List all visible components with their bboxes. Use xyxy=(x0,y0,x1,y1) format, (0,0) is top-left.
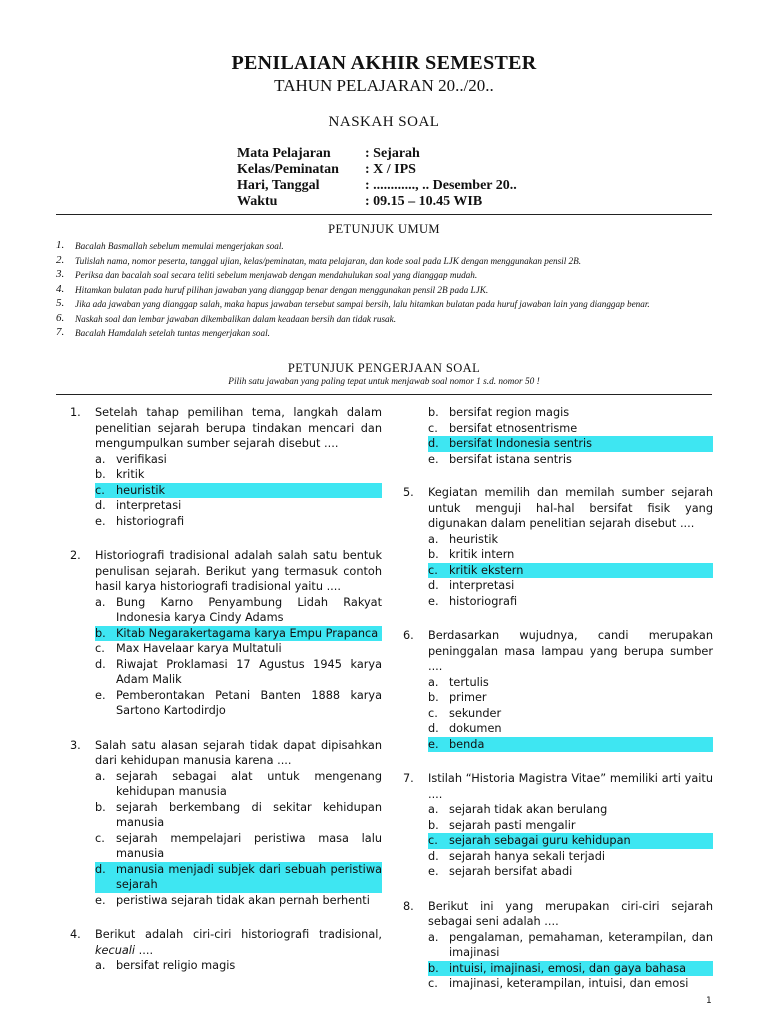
option-text: interpretasi xyxy=(116,499,182,512)
option-c-answer[interactable] xyxy=(428,563,713,579)
instruction-text: Hitamkan bulatan pada huruf pilihan jawaban yang dianggap benar dengan menggunakan pensil 2B pada LJK. xyxy=(75,284,489,295)
option-c[interactable] xyxy=(428,421,713,437)
option-d[interactable] xyxy=(428,578,713,594)
option-letter: b. xyxy=(428,548,439,561)
question-text-emphasis: kecuali xyxy=(95,943,136,957)
page-number: 1 xyxy=(706,996,712,1006)
instruction-number: 7. xyxy=(56,326,65,338)
exam-info xyxy=(237,146,517,210)
option-text: manusia menjadi subjek dari sebuah peristiwa sejarah xyxy=(116,862,382,891)
option-text: intuisi, imajinasi, emosi, dan gaya bahasa xyxy=(449,961,687,975)
instruction-number: 2. xyxy=(56,253,65,266)
option-b[interactable] xyxy=(95,467,382,483)
option-letter: a. xyxy=(95,959,106,972)
question-number: 1. xyxy=(70,406,81,419)
option-text: benda xyxy=(449,737,485,751)
question-number: 7. xyxy=(403,772,414,785)
option-letter: c. xyxy=(428,706,438,720)
option-e[interactable] xyxy=(428,452,713,468)
option-letter: c. xyxy=(428,421,438,435)
question-1 xyxy=(70,405,382,529)
option-text: Max Havelaar karya Multatuli xyxy=(116,642,282,655)
option-text: interpretasi xyxy=(449,579,515,592)
instruction-item xyxy=(56,284,706,299)
option-text: verifikasi xyxy=(116,452,167,466)
option-text: kritik intern xyxy=(449,548,515,561)
option-text: bersifat etnosentrisme xyxy=(449,421,578,435)
option-d-answer[interactable] xyxy=(428,436,713,452)
meta-value: : ............, .. Desember 20.. xyxy=(365,178,517,193)
option-letter: b. xyxy=(428,818,439,832)
option-letter: d. xyxy=(428,722,439,735)
option-letter: e. xyxy=(95,688,106,702)
question-number: 6. xyxy=(403,629,414,642)
instruction-number: 1. xyxy=(56,239,65,251)
meta-value: : 09.15 – 10.45 WIB xyxy=(365,194,483,209)
option-text: imajinasi, keterampilan, intuisi, dan emosi xyxy=(449,977,689,990)
question-text xyxy=(95,927,382,958)
option-letter: a. xyxy=(428,675,439,689)
option-text: sejarah berkembang di sekitar kehidupan manusia xyxy=(116,800,382,829)
divider xyxy=(56,214,712,215)
option-text: kritik ekstern xyxy=(449,563,524,577)
instruction-item xyxy=(56,313,706,328)
question-8 xyxy=(403,899,713,992)
option-b[interactable] xyxy=(428,405,713,421)
option-text: kritik xyxy=(116,468,145,481)
option-text: sejarah sebagai guru kehidupan xyxy=(449,834,631,847)
page-title: PENILAIAN AKHIR SEMESTER xyxy=(231,52,537,74)
option-text: Kitab Negarakertagama karya Empu Prapanca xyxy=(116,626,379,640)
instruction-text: Jika ada jawaban yang dianggap salah, maka hapus jawaban tersebut sampai bersih, lalu hitamkan bulatan pada huruf jawaban lain yang dianggap benar. xyxy=(75,299,650,309)
instruction-text: Bacalah Hamdalah setelah tuntas mengerjakan soal. xyxy=(75,328,270,338)
option-letter: d. xyxy=(95,499,106,512)
option-letter: e. xyxy=(95,893,106,907)
option-letter: a. xyxy=(95,595,106,609)
option-c-answer[interactable] xyxy=(428,833,713,849)
instruction-text: Periksa dan bacalah soal secara teliti sebelum menjawab dengan mendahulukan soal yang dianggap mudah. xyxy=(75,270,478,280)
option-letter: c. xyxy=(428,563,438,577)
option-letter: b. xyxy=(428,406,439,419)
option-text: sejarah sebagai alat untuk mengenang kehidupan manusia xyxy=(116,769,382,798)
option-c[interactable] xyxy=(428,706,713,722)
option-e[interactable] xyxy=(95,688,382,719)
option-a[interactable] xyxy=(428,930,713,961)
option-letter: e. xyxy=(428,452,439,466)
option-letter: d. xyxy=(428,849,439,863)
option-b[interactable] xyxy=(428,818,713,834)
work-instructions-title: PETUNJUK PENGERJAAN SOAL xyxy=(287,361,481,375)
option-a[interactable] xyxy=(428,532,713,548)
option-e[interactable] xyxy=(95,514,382,530)
option-text: Pemberontakan Petani Banten 1888 karya Sartono Kartodirdjo xyxy=(116,688,382,717)
option-text: bersifat Indonesia sentris xyxy=(449,437,593,450)
option-letter: e. xyxy=(428,865,439,878)
instruction-text: Tulislah nama, nomor peserta, tanggal ujian, kelas/peminatan, mata pelajaran, dan kode soal pada LJK dengan menggunakan pensil 2B. xyxy=(75,255,582,266)
question-text: Berdasarkan wujudnya, candi merupakan peninggalan masa lampau yang berupa sumber .... xyxy=(428,629,713,673)
option-text: bersifat region magis xyxy=(449,406,570,419)
option-a[interactable] xyxy=(95,595,382,626)
option-d[interactable] xyxy=(95,498,382,514)
option-text: Bung Karno Penyambung Lidah Rakyat Indonesia karya Cindy Adams xyxy=(116,595,382,624)
question-5 xyxy=(403,485,713,609)
general-instructions-list xyxy=(56,240,706,342)
academic-year: TAHUN PELAJARAN 20../20.. xyxy=(274,76,494,95)
instruction-item xyxy=(56,269,706,284)
option-c[interactable] xyxy=(428,976,713,992)
option-b-answer[interactable] xyxy=(95,626,382,642)
option-d-answer[interactable] xyxy=(95,862,382,893)
option-e[interactable] xyxy=(428,864,713,880)
question-text: Berikut ini yang merupakan ciri-ciri sejarah sebagai seni adalah .... xyxy=(428,899,713,928)
instruction-number: 5. xyxy=(56,297,65,309)
question-number: 4. xyxy=(70,928,81,941)
option-text: historiografi xyxy=(449,594,518,608)
option-b[interactable] xyxy=(428,690,713,706)
general-instructions-title: PETUNJUK UMUM xyxy=(328,222,440,236)
question-3 xyxy=(70,738,382,909)
meta-row-time xyxy=(237,194,517,210)
option-letter: b. xyxy=(95,800,106,814)
option-a[interactable] xyxy=(95,958,382,974)
instruction-number: 6. xyxy=(56,311,65,324)
option-text: sejarah hanya sekali terjadi xyxy=(449,849,606,863)
option-a[interactable] xyxy=(428,802,713,818)
option-d[interactable] xyxy=(428,849,713,865)
question-number: 5. xyxy=(403,486,414,499)
option-a[interactable] xyxy=(428,675,713,691)
option-letter: a. xyxy=(428,803,439,816)
option-letter: b. xyxy=(95,626,106,640)
option-letter: d. xyxy=(428,579,439,592)
question-text: Istilah “Historia Magistra Vitae” memiliki arti yaitu .... xyxy=(428,772,713,801)
option-text: primer xyxy=(449,691,487,704)
option-letter: d. xyxy=(95,862,106,876)
option-e-answer[interactable] xyxy=(428,737,713,753)
option-d[interactable] xyxy=(428,721,713,737)
instruction-text: Bacalah Basmallah sebelum memulai mengerjakan soal. xyxy=(75,241,284,251)
option-letter: c. xyxy=(428,977,438,990)
option-letter: e. xyxy=(428,737,439,751)
question-text: Kegiatan memilih dan memilah sumber sejarah untuk menguji hal-hal bersifat fisik yang digunakan dalam penelitian sejarah disebut .... xyxy=(428,486,713,530)
meta-label: Hari, Tanggal xyxy=(237,178,320,193)
option-letter: e. xyxy=(428,594,439,608)
instruction-number: 4. xyxy=(56,282,65,295)
instruction-item xyxy=(56,255,706,270)
option-b[interactable] xyxy=(95,800,382,831)
meta-row-subject xyxy=(237,146,517,162)
option-letter: d. xyxy=(95,657,106,671)
option-letter: e. xyxy=(95,514,106,528)
question-column-right xyxy=(403,405,713,1011)
option-letter: b. xyxy=(95,468,106,481)
option-text: pengalaman, pemahaman, keterampilan, dan imajinasi xyxy=(449,930,713,959)
question-column-left xyxy=(70,405,382,993)
option-text: heuristik xyxy=(449,532,499,546)
meta-value: : X / IPS xyxy=(365,162,416,177)
option-b-answer[interactable] xyxy=(428,961,713,977)
option-letter: a. xyxy=(428,532,439,546)
question-number: 8. xyxy=(403,899,414,913)
meta-row-date xyxy=(237,178,517,194)
option-letter: c. xyxy=(95,831,105,845)
question-number: 3. xyxy=(70,738,81,752)
option-text: tertulis xyxy=(449,675,489,689)
question-text: Setelah tahap pemilihan tema, langkah dalam penelitian sejarah berupa tindakan mencari dan mengumpulkan sumber sejarah disebut .... xyxy=(95,406,382,450)
question-7 xyxy=(403,771,713,880)
question-text: Salah satu alasan sejarah tidak dapat dipisahkan dari kehidupan manusia karena .... xyxy=(95,738,382,767)
option-text: dokumen xyxy=(449,722,502,735)
document-type: NASKAH SOAL xyxy=(328,114,440,130)
option-letter: c. xyxy=(95,483,105,497)
option-a[interactable] xyxy=(95,769,382,800)
meta-value: : Sejarah xyxy=(365,146,420,161)
option-letter: b. xyxy=(428,961,439,975)
question-4-continued xyxy=(428,405,713,467)
question-text-tail: .... xyxy=(135,943,154,957)
option-text: bersifat istana sentris xyxy=(449,452,572,466)
option-c[interactable] xyxy=(95,831,382,862)
option-e[interactable] xyxy=(428,594,713,610)
question-number: 2. xyxy=(70,549,81,562)
option-letter: a. xyxy=(95,769,106,783)
option-text: sejarah pasti mengalir xyxy=(449,818,576,832)
option-text: sejarah tidak akan berulang xyxy=(449,803,608,816)
option-text: sejarah mempelajari peristiwa masa lalu manusia xyxy=(116,831,382,860)
instruction-item xyxy=(56,298,706,313)
meta-label: Mata Pelajaran xyxy=(237,146,331,161)
option-text: bersifat religio magis xyxy=(116,959,236,972)
option-letter: c. xyxy=(95,642,105,655)
question-6 xyxy=(403,628,713,752)
option-text: sejarah bersifat abadi xyxy=(449,865,573,878)
option-letter: a. xyxy=(428,930,439,944)
question-text: Historiografi tradisional adalah salah satu bentuk penulisan sejarah. Berikut yang termasuk contoh hasil karya historiografi tradisional yaitu .... xyxy=(95,549,382,593)
option-e[interactable] xyxy=(95,893,382,909)
meta-row-class xyxy=(237,162,517,178)
question-2 xyxy=(70,548,382,719)
option-text: Riwajat Proklamasi 17 Agustus 1945 karya Adam Malik xyxy=(116,657,382,686)
option-text: historiografi xyxy=(116,514,185,528)
question-text-main: Berikut adalah ciri-ciri historiografi tradisional, xyxy=(95,928,382,941)
option-a[interactable] xyxy=(95,452,382,468)
instruction-number: 3. xyxy=(56,268,65,280)
option-letter: a. xyxy=(95,452,106,466)
meta-label: Waktu xyxy=(237,194,278,209)
option-c-answer[interactable] xyxy=(95,483,382,499)
option-letter: b. xyxy=(428,691,439,704)
instruction-text: Naskah soal dan lembar jawaban dikembalikan dalam keadaan bersih dan tidak rusak. xyxy=(75,313,397,324)
option-d[interactable] xyxy=(95,657,382,688)
instruction-item xyxy=(56,327,706,342)
work-instructions-note: Pilih satu jawaban yang paling tepat untuk menjawab soal nomor 1 s.d. nomor 50 ! xyxy=(228,377,540,387)
option-c[interactable] xyxy=(95,641,382,657)
instruction-item xyxy=(56,240,706,255)
divider xyxy=(56,394,712,395)
option-text: peristiwa sejarah tidak akan pernah berhenti xyxy=(116,893,370,907)
option-letter: c. xyxy=(428,834,438,847)
option-letter: d. xyxy=(428,437,439,450)
meta-label: Kelas/Peminatan xyxy=(237,162,339,177)
question-4 xyxy=(70,927,382,974)
option-b[interactable] xyxy=(428,547,713,563)
option-text: sekunder xyxy=(449,706,502,720)
option-text: heuristik xyxy=(116,483,166,497)
